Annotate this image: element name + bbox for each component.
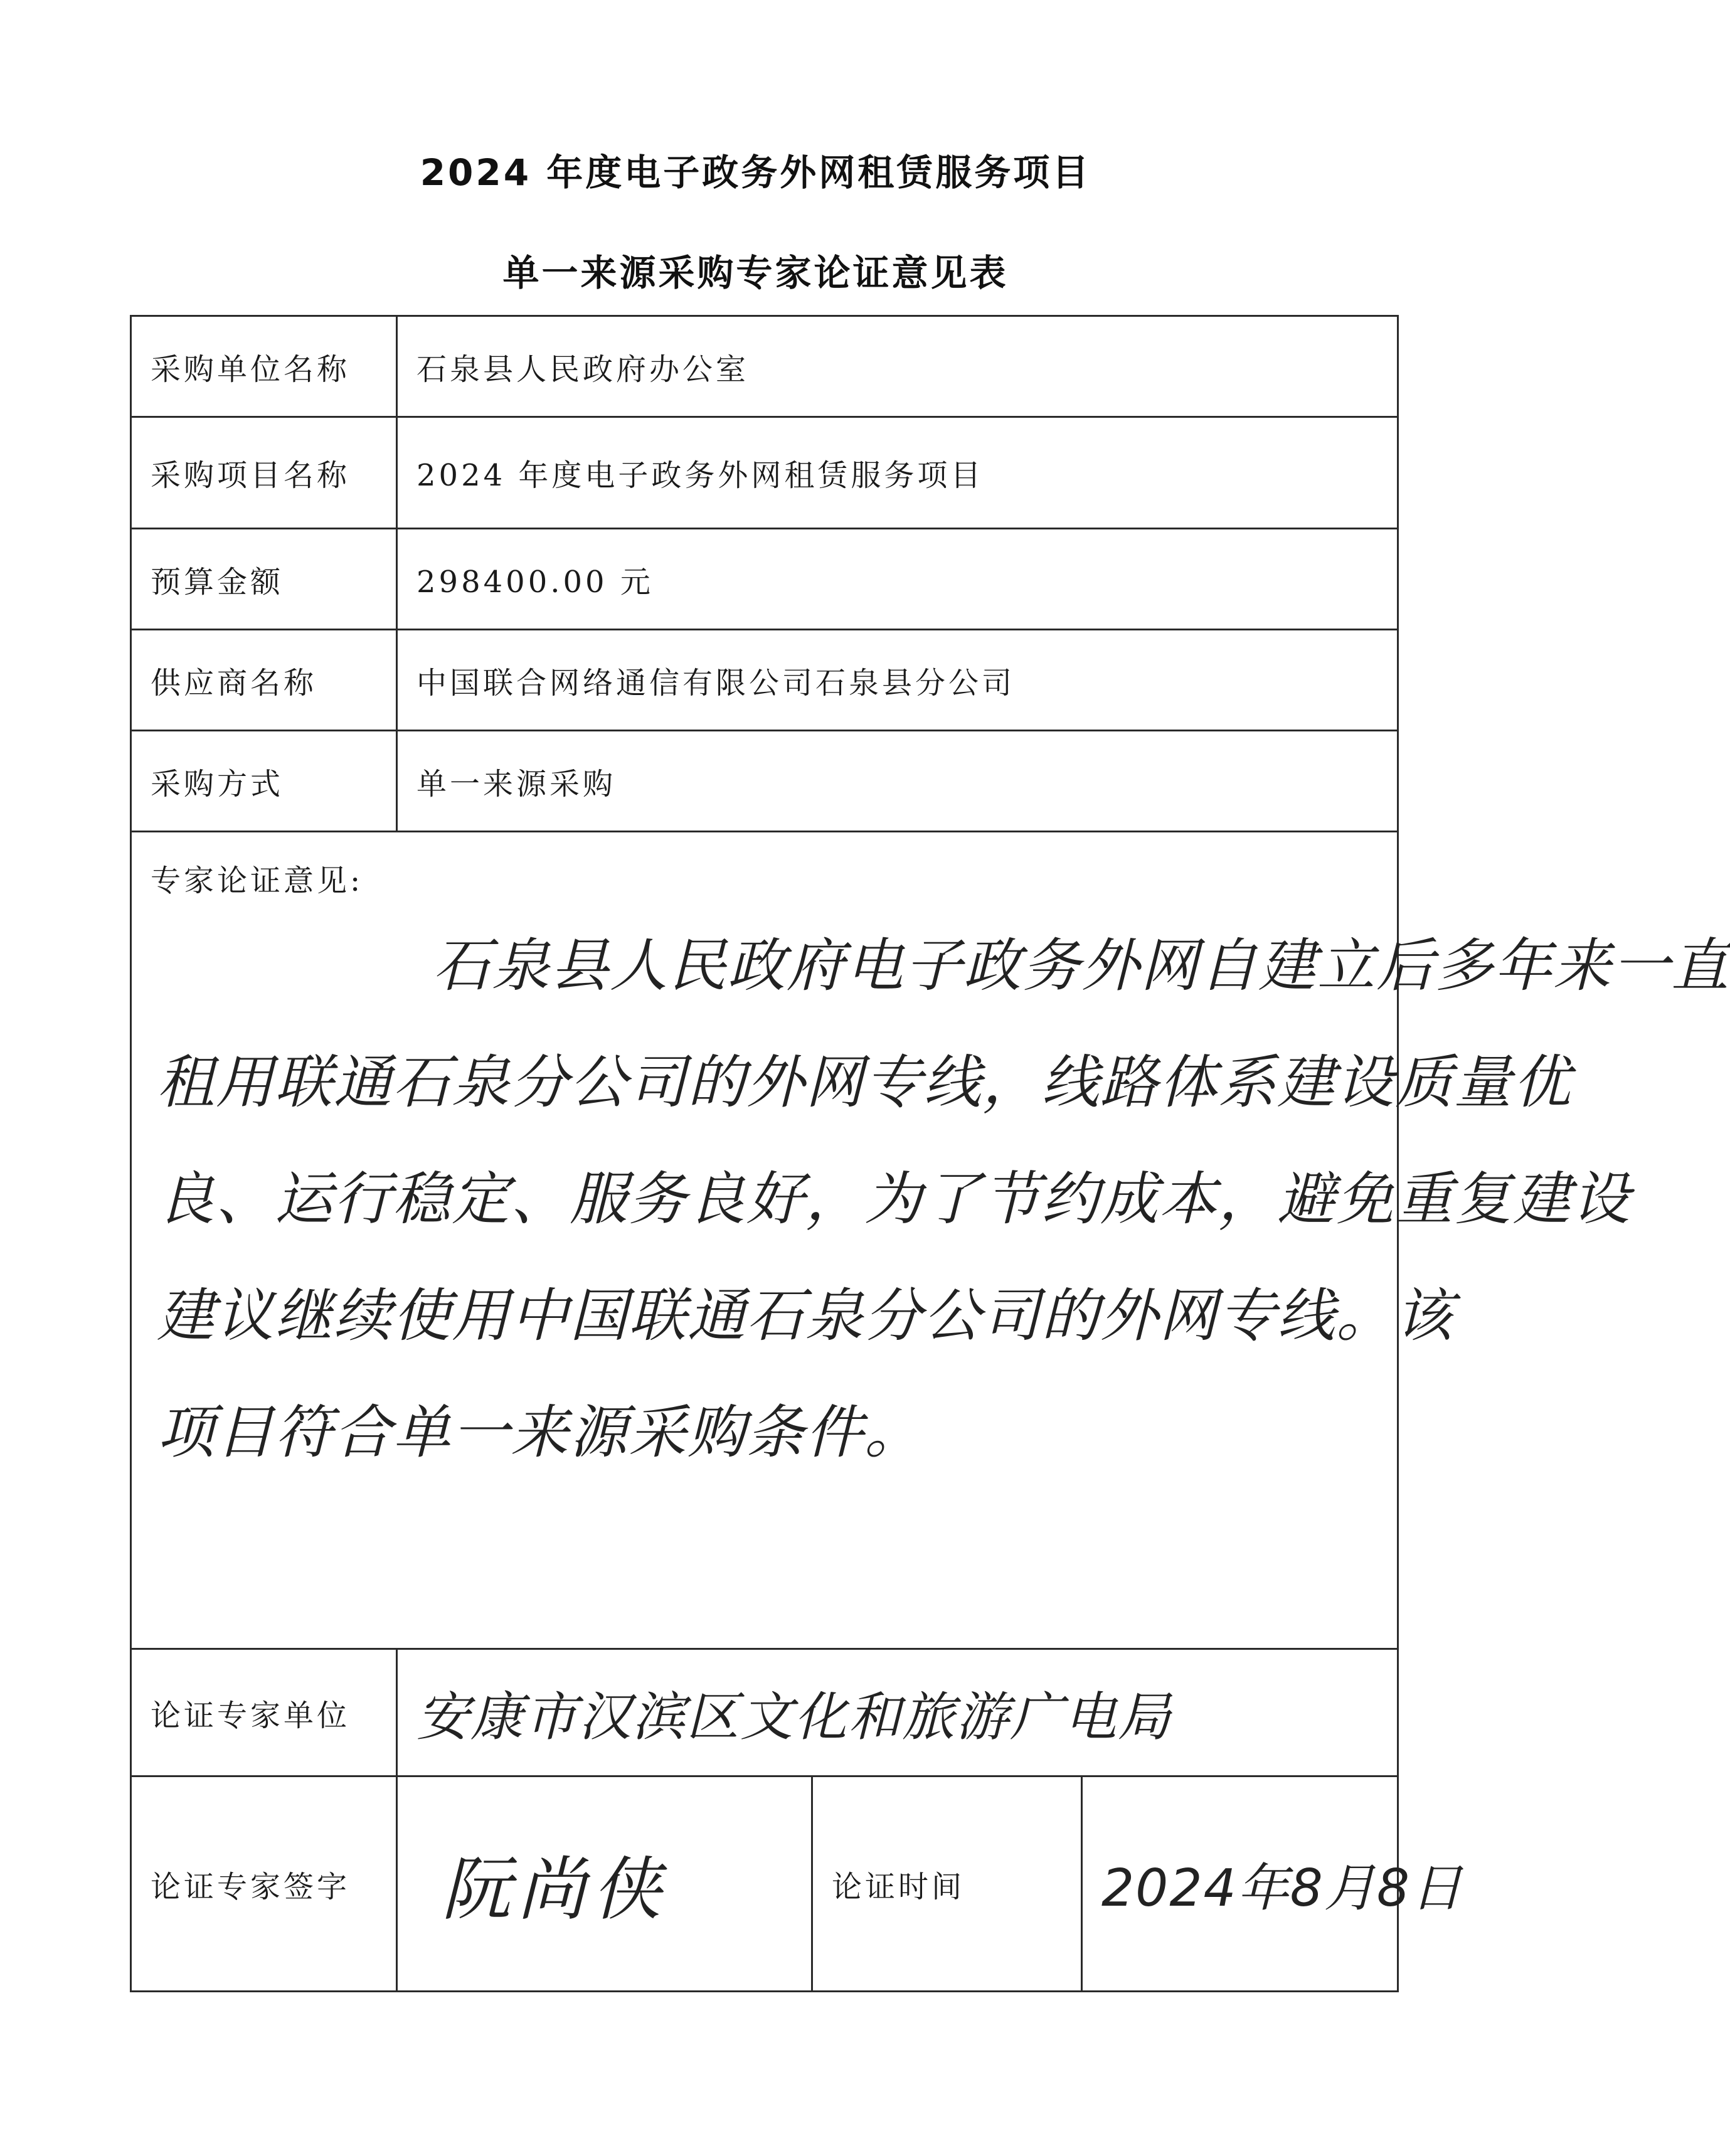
handwritten-date: 2024年8月8日 xyxy=(1101,1858,1464,1918)
signature-value xyxy=(397,1776,812,1992)
opinion-label: 专家论证意见: xyxy=(151,863,364,898)
opinion-line: 项目符合单一来源采购条件。 xyxy=(157,1399,924,1466)
supplier-label: 供应商名称 xyxy=(131,630,397,731)
purchaser-value: 石泉县人民政府办公室 xyxy=(397,316,1398,417)
supplier-row xyxy=(131,630,1398,731)
opinion-line: 良、运行稳定、服务良好，为了节约成本，避免重复建设 xyxy=(157,1166,1632,1233)
signature-row xyxy=(131,1776,1398,1992)
opinion-row xyxy=(131,832,1398,1649)
budget-label: 预算金额 xyxy=(131,529,397,630)
opinion-line: 租用联通石泉分公司的外网专线，线路体系建设质量优 xyxy=(157,1049,1573,1116)
expert-unit-label: 论证专家单位 xyxy=(131,1649,397,1776)
budget-value: 298400.00 元 xyxy=(397,529,1398,630)
opinion-cell xyxy=(131,832,1730,1649)
signature-label: 论证专家签字 xyxy=(131,1776,397,1992)
opinion-form-table xyxy=(130,315,1730,1992)
expert-unit-handwriting: 安康市汉滨区文化和旅游广电局 xyxy=(417,1686,1172,1748)
project-label: 采购项目名称 xyxy=(131,417,397,529)
expert-signature: 阮尚侠 xyxy=(442,1849,667,1930)
method-row xyxy=(131,731,1398,832)
purchaser-label: 采购单位名称 xyxy=(131,316,397,417)
project-value: 2024 年度电子政务外网租赁服务项目 xyxy=(397,417,1398,529)
opinion-line: 建议继续使用中国联通石泉分公司的外网专线。该 xyxy=(157,1282,1455,1349)
supplier-value: 中国联合网络通信有限公司石泉县分公司 xyxy=(397,630,1398,731)
method-value: 单一来源采购 xyxy=(397,731,1398,832)
expert-unit-value xyxy=(397,1649,1398,1776)
opinion-line: 石泉县人民政府电子政务外网自建立后多年来一直 xyxy=(433,932,1730,999)
purchaser-row xyxy=(131,316,1398,417)
document-title: 2024 年度电子政务外网租赁服务项目 xyxy=(420,151,1091,194)
opinion-handwritten-text xyxy=(157,908,1730,1491)
date-value xyxy=(1082,1776,1464,1992)
document-subtitle: 单一来源采购专家论证意见表 xyxy=(502,252,1009,294)
method-label: 采购方式 xyxy=(131,731,397,832)
date-label: 论证时间 xyxy=(812,1776,1082,1992)
expert-unit-row xyxy=(131,1649,1398,1776)
project-row xyxy=(131,417,1398,529)
budget-row xyxy=(131,529,1398,630)
